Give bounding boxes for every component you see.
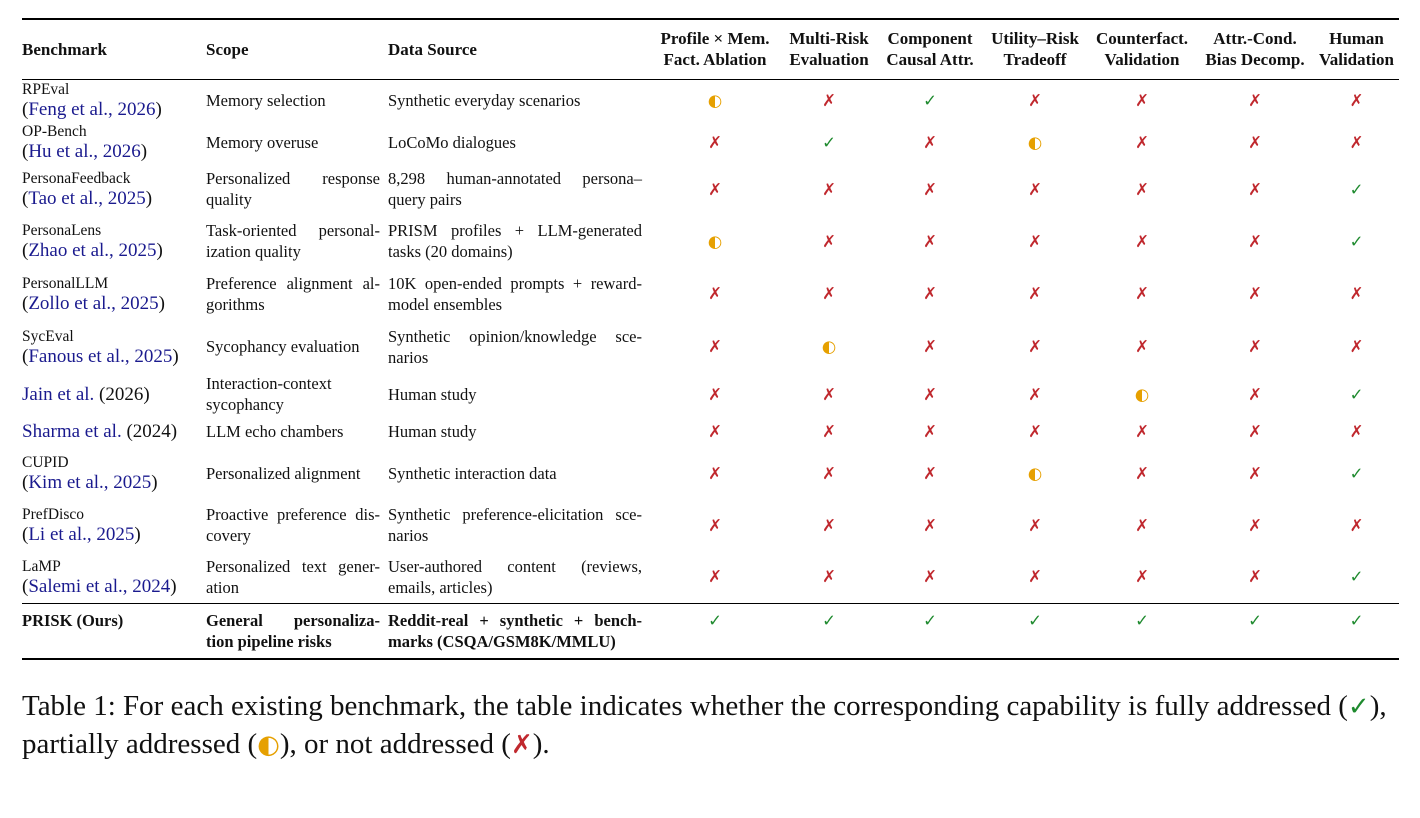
citation-link: Tao et al., 2025 — [28, 188, 146, 209]
benchmark-citation — [22, 240, 206, 261]
check-icon: ✓ — [1349, 567, 1364, 587]
data-source-cell: User-authored content (reviews, emails, articles) — [388, 556, 642, 597]
cross-icon: ✗ — [1248, 567, 1262, 587]
data-source-cell: Human study — [388, 421, 477, 441]
scope-cell: LLM echo chambers — [206, 421, 344, 441]
cross-icon: ✗ — [923, 179, 937, 199]
check-icon: ✓ — [982, 603, 1088, 659]
header-line: Counterfact. — [1095, 29, 1189, 49]
header-benchmark: Benchmark — [22, 19, 206, 79]
cross-icon: ✗ — [923, 384, 937, 404]
benchmark-name: SycEval — [22, 327, 74, 345]
cross-icon: ✗ — [1248, 515, 1262, 535]
cross-icon: ✗ — [1135, 284, 1149, 303]
cross-icon: ✗ — [1135, 132, 1149, 152]
citation-close: ) — [134, 524, 141, 545]
cross-icon: ✗ — [1248, 463, 1262, 483]
cross-icon: ✗ — [1028, 231, 1042, 251]
data-source-cell: LoCoMo dialogues — [388, 132, 516, 152]
cross-icon: ✗ — [1248, 284, 1262, 303]
cross-icon: ✗ — [1135, 90, 1149, 110]
cross-icon: ✗ — [1135, 515, 1149, 535]
cross-icon: ✗ — [1135, 421, 1149, 441]
check-icon: ✓ — [650, 603, 780, 659]
benchmark-name: PersonalLLM — [22, 274, 109, 292]
check-icon: ✓ — [1349, 384, 1364, 404]
check-icon: ✓ — [1347, 692, 1370, 722]
half-circle-icon: ◐ — [1027, 463, 1043, 483]
cross-icon: ✗ — [1349, 515, 1364, 535]
citation-link: Li et al., 2025 — [28, 524, 135, 545]
header-profile-mem — [650, 19, 780, 79]
header-human-validation — [1314, 19, 1399, 79]
caption-text: ), partially addressed ( — [22, 690, 1387, 760]
cross-icon: ✗ — [1248, 384, 1262, 404]
citation-open: ( — [22, 240, 29, 261]
citation-link: Feng et al., 2026 — [28, 99, 156, 121]
header-line: Component — [887, 29, 973, 49]
cross-icon: ✗ — [923, 421, 937, 441]
check-icon: ✓ — [1314, 603, 1399, 659]
citation-close: ) — [145, 188, 153, 209]
benchmark-cell — [22, 447, 206, 499]
cross-icon: ✗ — [1135, 231, 1149, 251]
header-line: Profile × Mem. — [660, 29, 770, 49]
benchmark-cell — [22, 215, 206, 267]
header-line: Bias Decomp. — [1205, 50, 1305, 70]
cross-icon: ✗ — [923, 231, 937, 251]
cross-icon: ✗ — [708, 515, 722, 535]
citation-close: ) — [158, 292, 165, 314]
cross-icon: ✗ — [1135, 337, 1149, 356]
citation-close: (2024) — [126, 420, 178, 442]
cross-icon: ✗ — [822, 231, 836, 251]
benchmark-name: PersonaLens — [22, 222, 102, 239]
data-source-cell: Human study — [388, 384, 477, 404]
data-source-cell: Synthetic preference-elicitation sce-narios — [388, 505, 642, 545]
check-icon: ✓ — [1088, 603, 1196, 659]
cross-icon: ✗ — [1248, 179, 1262, 199]
cross-icon: ✗ — [822, 567, 836, 587]
cross-icon: ✗ — [510, 730, 533, 760]
cross-icon: ✗ — [1028, 337, 1042, 356]
caption-text: Table 1: For each existing benchmark, the table indicates whether the corresponding capability is fully addressed — [22, 690, 1331, 722]
citation-link: Zhao et al., 2025 — [28, 240, 157, 261]
data-source-cell: Reddit-real + synthetic + bench-marks (CSQA/GSM8K/MMLU) — [388, 603, 650, 659]
benchmark-cell — [22, 551, 206, 603]
citation-open: ( — [22, 472, 29, 493]
citation-close: ) — [172, 345, 179, 367]
table-row — [22, 121, 1399, 163]
citation-close: ) — [170, 575, 177, 597]
citation-link: Jain et al. — [22, 383, 95, 405]
header-line: Causal Attr. — [886, 50, 974, 70]
benchmark-citation — [22, 384, 206, 405]
citation-link: Fanous et al., 2025 — [28, 345, 173, 367]
cross-icon: ✗ — [1028, 179, 1042, 199]
scope-cell: Sycophancy evaluation — [206, 337, 360, 356]
cross-icon: ✗ — [1135, 567, 1149, 587]
check-icon: ✓ — [780, 603, 878, 659]
scope-cell: General personaliza-tion pipeline risks — [206, 603, 388, 659]
cross-icon: ✗ — [1349, 284, 1364, 303]
cross-icon: ✗ — [1248, 132, 1262, 152]
table-row — [22, 499, 1399, 551]
benchmark-cell — [22, 320, 206, 373]
check-icon: ✓ — [1349, 231, 1364, 251]
cross-icon: ✗ — [822, 179, 836, 199]
cross-icon: ✗ — [923, 515, 937, 535]
benchmark-citation — [22, 99, 206, 120]
benchmark-name: PersonaFeedback — [22, 170, 131, 187]
cross-icon: ✗ — [822, 284, 836, 303]
benchmark-name: LaMP — [22, 557, 61, 575]
benchmark-citation — [22, 141, 206, 162]
check-icon: ✓ — [1196, 603, 1314, 659]
header-line: Validation — [1319, 50, 1394, 70]
benchmark-citation — [22, 346, 206, 367]
header-component-causal — [878, 19, 982, 79]
cross-icon: ✗ — [1028, 90, 1042, 110]
cross-icon: ✗ — [1248, 231, 1262, 251]
cross-icon: ✗ — [1248, 337, 1262, 356]
cross-icon: ✗ — [822, 421, 836, 441]
table-caption — [22, 688, 1399, 764]
citation-link: Zollo et al., 2025 — [28, 292, 159, 314]
citation-close: ) — [151, 472, 158, 493]
check-icon: ✓ — [923, 90, 937, 110]
header-line: Multi-Risk — [789, 29, 869, 49]
header-counterfact — [1088, 19, 1196, 79]
benchmark-citation — [22, 524, 206, 545]
cross-icon: ✗ — [1248, 90, 1262, 110]
citation-open: ( — [22, 345, 29, 367]
scope-cell: Personalized alignment — [206, 463, 361, 483]
header-multi-risk — [780, 19, 878, 79]
cross-icon: ✗ — [708, 567, 722, 587]
cross-icon: ✗ — [1028, 384, 1042, 404]
cross-icon: ✗ — [708, 179, 722, 199]
cross-icon: ✗ — [1349, 337, 1364, 356]
table-body — [22, 79, 1399, 659]
cross-icon: ✗ — [822, 90, 836, 110]
cross-icon: ✗ — [923, 132, 937, 152]
caption-text: ), or not addressed ( — [279, 728, 511, 760]
cross-icon: ✗ — [708, 284, 722, 303]
benchmark-cell — [22, 267, 206, 320]
check-icon: ✓ — [1349, 179, 1364, 199]
header-line: Fact. Ablation — [663, 50, 767, 70]
header-line: Attr.-Cond. — [1213, 29, 1297, 49]
table-row — [22, 447, 1399, 499]
cross-icon: ✗ — [1028, 515, 1042, 535]
citation-close: (2026) — [99, 383, 150, 405]
benchmark-citation — [22, 472, 206, 493]
cross-icon: ✗ — [1135, 179, 1149, 199]
scope-cell: Interaction-context sycophancy — [206, 374, 332, 414]
citation-open: ( — [22, 188, 29, 209]
benchmark-citation — [22, 576, 206, 597]
data-source-cell: 8,298 human-annotated persona–query pairs — [388, 169, 642, 209]
cross-icon: ✗ — [1135, 463, 1149, 483]
cross-icon: ✗ — [923, 567, 937, 587]
benchmark-name: PrefDisco — [22, 506, 84, 523]
citation-link: Sharma et al. — [22, 420, 122, 442]
header-line: Human — [1329, 29, 1384, 49]
citation-open: ( — [22, 575, 29, 597]
table-row — [22, 373, 1399, 415]
caption-text: ). — [532, 728, 550, 760]
comparison-table — [22, 18, 1399, 660]
half-circle-icon: ◐ — [257, 730, 280, 760]
cross-icon: ✗ — [822, 384, 836, 404]
table-row — [22, 320, 1399, 373]
check-icon: ✓ — [878, 603, 982, 659]
scope-cell: Task-oriented personal-ization quality — [206, 221, 380, 261]
cross-icon: ✗ — [822, 463, 836, 483]
check-icon: ✓ — [1349, 463, 1364, 483]
benchmark-citation — [22, 293, 206, 314]
data-source-cell: Synthetic everyday scenarios — [388, 90, 581, 110]
citation-open: ( — [22, 141, 29, 162]
table-row-ours — [22, 603, 1399, 659]
table-header-row — [22, 19, 1399, 79]
benchmark-cell — [22, 121, 206, 163]
benchmark-cell — [22, 499, 206, 551]
citation-link: Salemi et al., 2024 — [28, 575, 171, 597]
header-data-source: Data Source — [388, 19, 650, 79]
cross-icon: ✗ — [1028, 567, 1042, 587]
cross-icon: ✗ — [708, 384, 722, 404]
benchmark-cell — [22, 373, 206, 415]
scope-cell: Preference alignment al-gorithms — [206, 273, 380, 314]
citation-close: ) — [155, 99, 162, 121]
citation-link: Kim et al., 2025 — [28, 472, 152, 493]
table-row — [22, 415, 1399, 447]
caption-text: ( — [1338, 690, 1348, 722]
cross-icon: ✗ — [1349, 421, 1364, 441]
citation-open: ( — [22, 292, 29, 314]
header-line: Evaluation — [789, 50, 869, 70]
benchmark-name: RPEval — [22, 81, 70, 99]
benchmark-citation — [22, 188, 206, 209]
benchmark-citation — [22, 421, 206, 442]
scope-cell: Memory selection — [206, 90, 326, 110]
table-row — [22, 215, 1399, 267]
cross-icon: ✗ — [923, 463, 937, 483]
table-row — [22, 163, 1399, 215]
header-line: Validation — [1104, 50, 1180, 70]
header-attr-cond — [1196, 19, 1314, 79]
table-row — [22, 551, 1399, 603]
cross-icon: ✗ — [1349, 132, 1364, 152]
cross-icon: ✗ — [708, 132, 722, 152]
benchmark-cell — [22, 415, 206, 447]
citation-link: Hu et al., 2026 — [28, 141, 141, 162]
data-source-cell: Synthetic interaction data — [388, 463, 557, 483]
header-utility-risk — [982, 19, 1088, 79]
cross-icon: ✗ — [1349, 90, 1364, 110]
benchmark-cell — [22, 79, 206, 121]
cross-icon: ✗ — [923, 284, 937, 303]
half-circle-icon: ◐ — [821, 337, 837, 356]
half-circle-icon: ◐ — [1134, 384, 1150, 404]
table-row — [22, 267, 1399, 320]
header-line: Utility–Risk — [991, 29, 1079, 49]
cross-icon: ✗ — [1028, 421, 1042, 441]
scope-cell: Personalized text gener-ation — [206, 556, 380, 597]
benchmark-cell: PRISK (Ours) — [22, 603, 206, 659]
scope-cell: Proactive preference dis-covery — [206, 505, 380, 545]
citation-close: ) — [156, 240, 163, 261]
data-source-cell: 10K open-ended prompts + reward-model ensembles — [388, 273, 642, 314]
cross-icon: ✗ — [708, 463, 722, 483]
scope-cell: Personalized response quality — [206, 169, 380, 209]
citation-open: ( — [22, 524, 29, 545]
header-line: Tradeoff — [1003, 50, 1067, 70]
table-row — [22, 79, 1399, 121]
check-icon: ✓ — [822, 132, 836, 152]
header-scope: Scope — [206, 19, 388, 79]
benchmark-cell — [22, 163, 206, 215]
cross-icon: ✗ — [1028, 284, 1042, 303]
half-circle-icon: ◐ — [707, 231, 723, 251]
half-circle-icon: ◐ — [707, 90, 723, 110]
cross-icon: ✗ — [923, 337, 937, 356]
benchmark-name: OP-Bench — [22, 123, 87, 140]
benchmark-name: CUPID — [22, 454, 69, 471]
half-circle-icon: ◐ — [1027, 132, 1043, 152]
citation-open: ( — [22, 99, 29, 121]
cross-icon: ✗ — [822, 515, 836, 535]
cross-icon: ✗ — [1248, 421, 1262, 441]
cross-icon: ✗ — [708, 421, 722, 441]
cross-icon: ✗ — [708, 337, 722, 356]
data-source-cell: PRISM profiles + LLM-generated tasks (20 domains) — [388, 221, 642, 261]
data-source-cell: Synthetic opinion/knowledge sce-narios — [388, 326, 642, 367]
scope-cell: Memory overuse — [206, 132, 319, 152]
citation-close: ) — [140, 141, 148, 162]
